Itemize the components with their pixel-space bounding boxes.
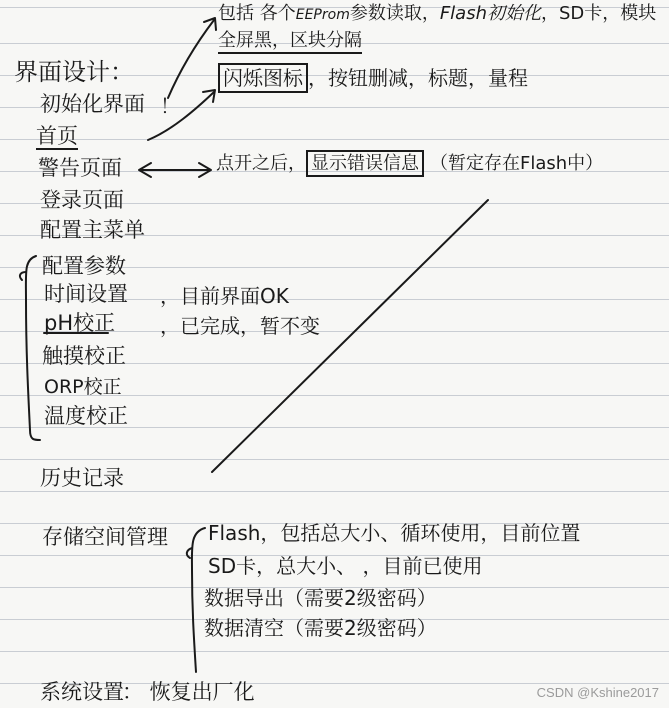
- home-note-buttons: ，按钮删减: [308, 66, 408, 90]
- section-config-menu: 配置主菜单: [40, 218, 145, 242]
- home-note-icons: 闪烁图标: [218, 63, 308, 93]
- section-login: 登录页面: [40, 188, 124, 212]
- section-storage: 存储空间管理: [42, 525, 168, 549]
- init-note-fullscreen: 全屏黑: [218, 30, 272, 54]
- brace-config: [26, 256, 40, 440]
- home-note-range: ，量程: [468, 66, 528, 90]
- arrow-to-home-note: [148, 92, 214, 140]
- storage-export-note: 数据导出（需要2级密码）: [204, 586, 437, 610]
- section-ph-calib: pH校正: [44, 311, 116, 335]
- init-note-sd: ，SD卡: [541, 3, 603, 24]
- init-note-eeprom: EEProm: [295, 7, 350, 23]
- time-setting-note: ，目前界面OK: [160, 284, 289, 308]
- warning-note-post: （暂定存在Flash中）: [430, 153, 604, 174]
- section-touch-calib: 触摸校正: [42, 344, 126, 368]
- section-system: 系统设置: [40, 680, 124, 704]
- section-warning: 警告页面: [38, 156, 122, 180]
- section-time-setting: 时间设置: [44, 282, 128, 306]
- section-init: 初始化界面: [40, 92, 145, 116]
- init-note-blocks: ，区块分隔: [272, 30, 362, 54]
- init-note-line2: [218, 32, 362, 50]
- init-note-module: ，模块: [602, 3, 657, 24]
- init-note-mid: 参数读取，: [349, 3, 440, 24]
- section-history: 历史记录: [40, 466, 124, 490]
- init-note-line1: [218, 5, 656, 23]
- warning-note-pre: 点开之后，: [216, 153, 306, 174]
- watermark: CSDN @Kshine2017: [536, 685, 659, 700]
- arrow-to-init-note: [168, 20, 214, 98]
- init-note-flash: Flash初始化: [439, 3, 541, 24]
- warning-note-line: [216, 155, 603, 173]
- storage-clear-note: 数据清空（需要2级密码）: [204, 616, 437, 640]
- section-temp-calib: 温度校正: [44, 404, 128, 428]
- init-exclaim: ！: [160, 94, 180, 118]
- section-home: 首页: [36, 124, 78, 148]
- warning-note-box: 显示错误信息: [306, 150, 424, 177]
- system-note: ： 恢复出厂化: [122, 680, 255, 704]
- section-orp-calib: ORP校正: [44, 376, 122, 398]
- home-note-line: [218, 68, 528, 88]
- ph-calib-note: ，已完成，暂不变: [160, 314, 320, 338]
- init-note-pre: 包括 各个: [218, 3, 296, 24]
- home-note-title: ，标题: [408, 66, 468, 90]
- storage-sd-note: SD卡，总大小、 ，目前已使用: [208, 554, 483, 578]
- section-config-params: 配置参数: [42, 254, 126, 278]
- page-heading: 界面设计：: [14, 58, 134, 86]
- storage-flash-note: Flash，包括总大小、循环使用，目前位置: [208, 521, 581, 545]
